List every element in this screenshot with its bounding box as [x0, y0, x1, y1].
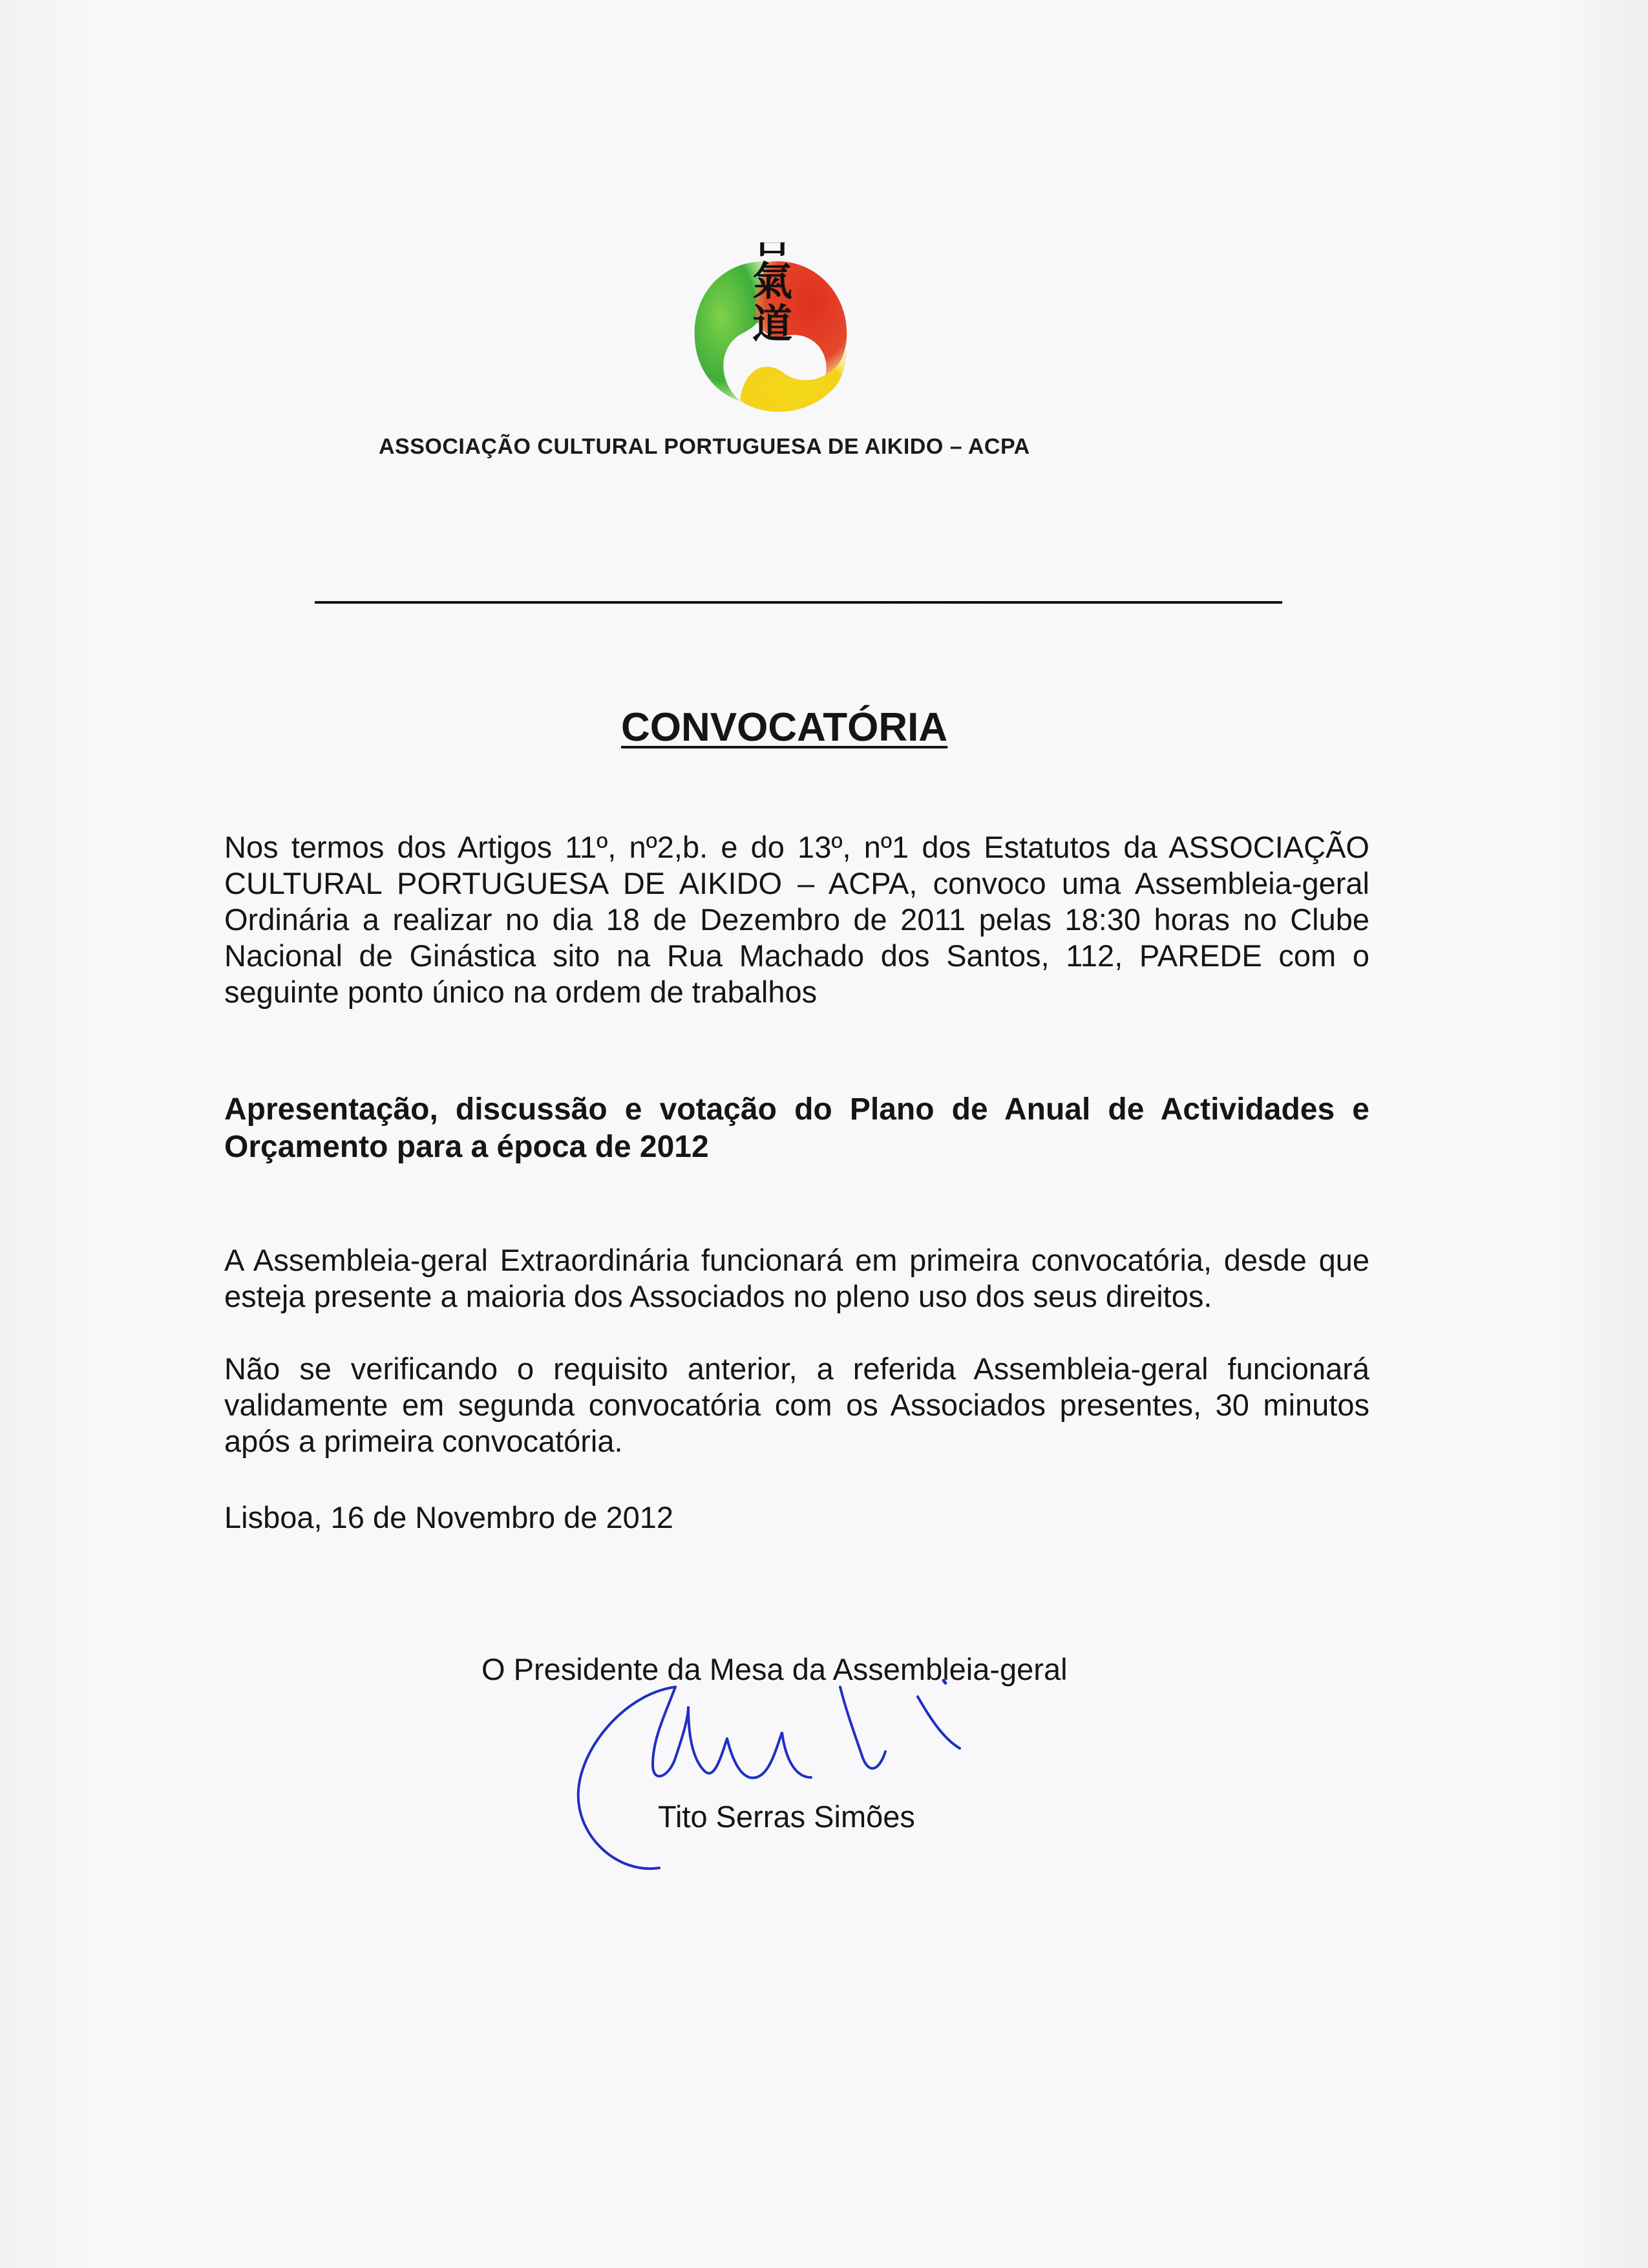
- header-divider: [315, 601, 1282, 604]
- aikido-tomoe-logo-icon: [672, 242, 866, 430]
- paragraph-second-call: Não se verificando o requisito anterior, a referida Assembleia-geral funcionará validamente em segunda convocatória com os Associados presentes, 30 minutos após a primeira convocatória.: [224, 1351, 1369, 1458]
- paragraph-convocation: Nos termos dos Artigos 11º, nº2,b. e do 13º, nº1 dos Estatutos da ASSOCIAÇÃO CULTURAL PORTUGUESA DE AIKIDO – ACPA, convoco uma Assembleia-geral Ordinária a realizar no dia 18 de Dezembro de 2011 pelas 18:30 horas no Clube Nacional de Ginástica sito na Rua Machado dos Santos, 112, PAREDE com o seguinte ponto único na ordem de trabalhos: [224, 830, 1369, 1009]
- place-date: Lisboa, 16 de Novembro de 2012: [224, 1500, 674, 1534]
- paragraph-first-call: A Assembleia-geral Extraordinária funcionará em primeira convocatória, desde que esteja presente a maioria dos Associados no pleno uso dos seus direitos.: [224, 1243, 1369, 1313]
- handwritten-signature: [556, 1668, 1137, 1900]
- signer-role: O Presidente da Mesa da Assembleia-geral: [481, 1652, 1068, 1686]
- page-title: CONVOCATÓRIA: [621, 705, 948, 750]
- signer-name: Tito Serras Simões: [658, 1799, 915, 1834]
- paragraph-agenda: Apresentação, discussão e votação do Plano de Anual de Actividades e Orçamento para a época de 2012: [224, 1092, 1369, 1164]
- organization-name: ASSOCIAÇÃO CULTURAL PORTUGUESA DE AIKIDO – ACPA: [379, 434, 1030, 459]
- logo-kanji: 合氣道: [745, 242, 793, 345]
